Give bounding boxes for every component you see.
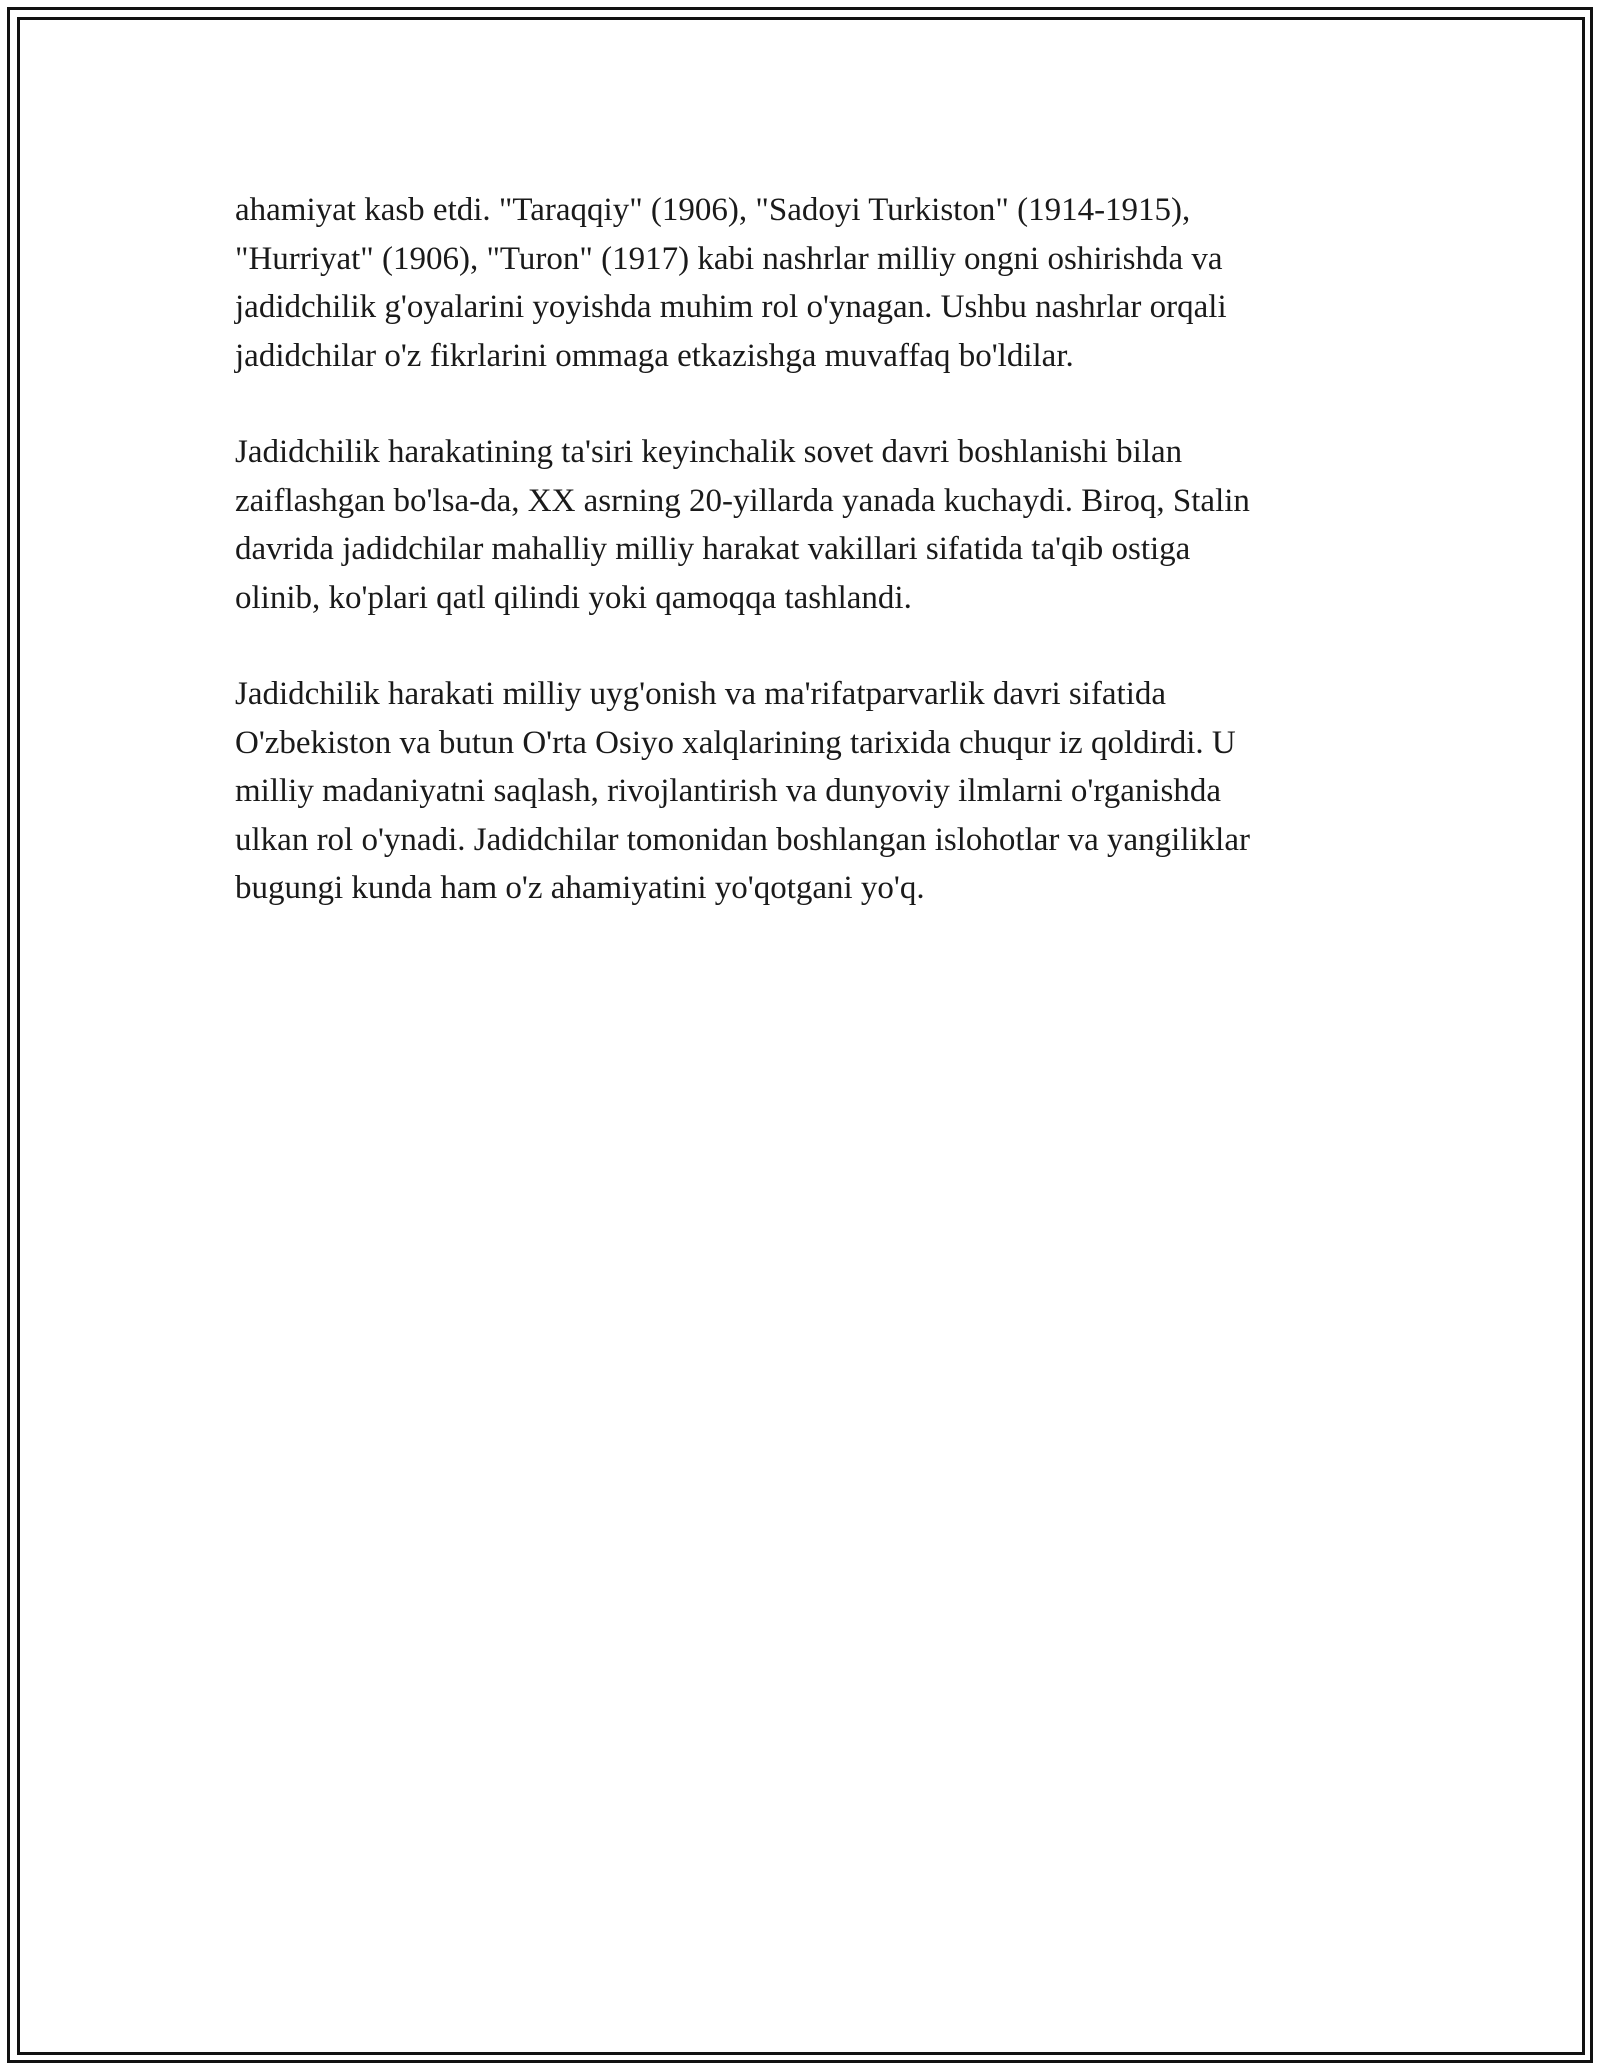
paragraph-soviet-era: Jadidchilik harakatining ta'siri keyinchalik sovet davri boshlanishi bilan zaiflashgan bo'lsa-da, XX asrning 20-yillarda yanada kuchaydi. Biroq, Stalin davrida jadidchilar mahalliy milliy harakat vakillari sifatida ta'qib ostiga olinib, ko'plari qatl qilindi yoki qamoqqa tashlandi. <box>235 434 1250 616</box>
paragraph-newspapers: ahamiyat kasb etdi. "Taraqqiy" (1906), "Sadoyi Turkiston" (1914-1915), "Hurriyat" (1906), "Turon" (1917) kabi nashrlar milliy ongni oshirishda va jadidchilik g'oyalarini yoyishda muhim rol o'ynagan. Ushbu nashrlar orqali jadidchilar o'z fikrlarini ommaga etkazishga muvaffaq bo'ldilar. <box>235 192 1227 374</box>
document-body <box>235 186 1385 961</box>
paragraph-legacy: Jadidchilik harakati milliy uyg'onish va ma'rifatparvarlik davri sifatida O'zbekiston va butun O'rta Osiyo xalqlarining tarixida chuqur iz qoldirdi. U milliy madaniyatni saqlash, rivojlantirish va dunyoviy ilmlarni o'rganishda ulkan rol o'ynadi. Jadidchilar tomonidan boshlangan islohotlar va yangiliklar bugungi kunda ham o'z ahamiyatini yo'qotgani yo'q. <box>235 676 1250 906</box>
